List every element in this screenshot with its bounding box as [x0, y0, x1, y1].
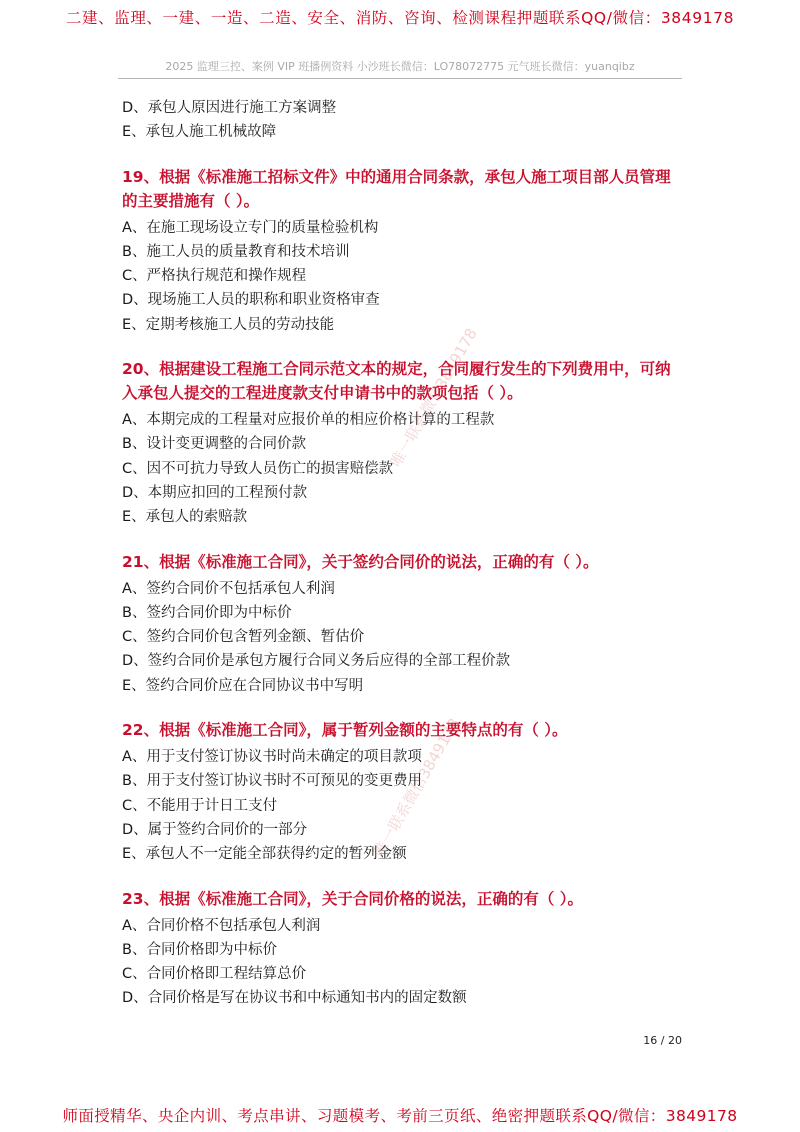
option-item: E、承包人的索赔款 — [122, 509, 248, 526]
bottom-promo-banner: 师面授精华、央企内训、考点串讲、习题模考、考前三页纸、绝密押题联系QQ/微信：3849178 — [62, 1107, 738, 1125]
option-item: B、用于支付签订协议书时不可预见的变更费用 — [122, 773, 422, 790]
option-item: B、签约合同价即为中标价 — [122, 604, 292, 621]
option-item: E、签约合同价应在合同协议书中写明 — [122, 677, 364, 694]
question-title: 21、根据《标准施工合同》，关于签约合同价的说法，正确的有（ ）。 — [122, 552, 599, 571]
question-21 — [122, 550, 682, 698]
option-item: C、严格执行规范和操作规程 — [122, 268, 307, 285]
option-item: C、签约合同价包含暂列金额、暂估价 — [122, 629, 365, 646]
document-body — [122, 96, 682, 1011]
option-item: D、合同价格是写在协议书和中标通知书内的固定数额 — [122, 990, 467, 1007]
option-item: B、合同价格即为中标价 — [122, 941, 277, 958]
option-item: D、本期应扣回的工程预付款 — [122, 484, 308, 501]
question-23 — [122, 887, 682, 1011]
option-item: A、本期完成的工程量对应报价单的相应价格计算的工程款 — [122, 412, 495, 429]
option-item: A、用于支付签订协议书时尚未确定的项目款项 — [122, 749, 422, 766]
option-item: D、属于签约合同价的一部分 — [122, 821, 308, 838]
watermark: 唯一联系微信3849178 — [386, 325, 481, 470]
question-title: 23、根据《标准施工合同》，关于合同价格的说法，正确的有（ ）。 — [122, 889, 583, 908]
option-item: C、因不可抗力导致人员伤亡的损害赔偿款 — [122, 460, 394, 477]
option-item: A、签约合同价不包括承包人利润 — [122, 580, 335, 597]
option-item: E、定期考核施工人员的劳动技能 — [122, 316, 335, 333]
question-title: 19、根据《标准施工招标文件》中的通用合同条款，承包人施工项目部人员管理的主要措施有（ ）。 — [122, 167, 671, 210]
option-item: D、签约合同价是承包方履行合同义务后应得的全部工程价款 — [122, 653, 511, 670]
option-item: B、设计变更调整的合同价款 — [122, 436, 306, 453]
question-title: 22、根据《标准施工合同》，属于暂列金额的主要特点的有（ ）。 — [122, 721, 568, 740]
question-title: 20、根据建设工程施工合同示范文本的规定，合同履行发生的下列费用中，可纳入承包人提交的工程进度款支付申请书中的款项包括（ ）。 — [122, 360, 671, 403]
question-19 — [122, 165, 682, 337]
option-item: C、合同价格即工程结算总价 — [122, 966, 307, 983]
leading-options — [122, 96, 682, 145]
option-item: C、不能用于计日工支付 — [122, 797, 278, 814]
option-item: D、现场施工人员的职称和职业资格审查 — [122, 292, 380, 309]
option-item: D、承包人原因进行施工方案调整 — [122, 100, 337, 116]
option-item: B、施工人员的质量教育和技术培训 — [122, 243, 350, 260]
option-item: A、合同价格不包括承包人利润 — [122, 917, 321, 934]
page-number: 16 / 20 — [643, 1034, 682, 1047]
option-item: E、承包人不一定能全部获得约定的暂列金额 — [122, 846, 407, 863]
watermark: 唯一联系微信3849178 — [369, 715, 464, 860]
running-header: 2025 监理三控、案例 VIP 班播例资料 小沙班长微信：LO78072775 元气班长微信：yuanqibz — [118, 58, 682, 79]
top-promo-banner: 二建、监理、一建、一造、二造、安全、消防、咨询、检测课程押题联系QQ/微信：3849178 — [65, 9, 735, 27]
option-item: E、承包人施工机械故障 — [122, 124, 277, 141]
option-item: A、在施工现场设立专门的质量检验机构 — [122, 219, 379, 236]
